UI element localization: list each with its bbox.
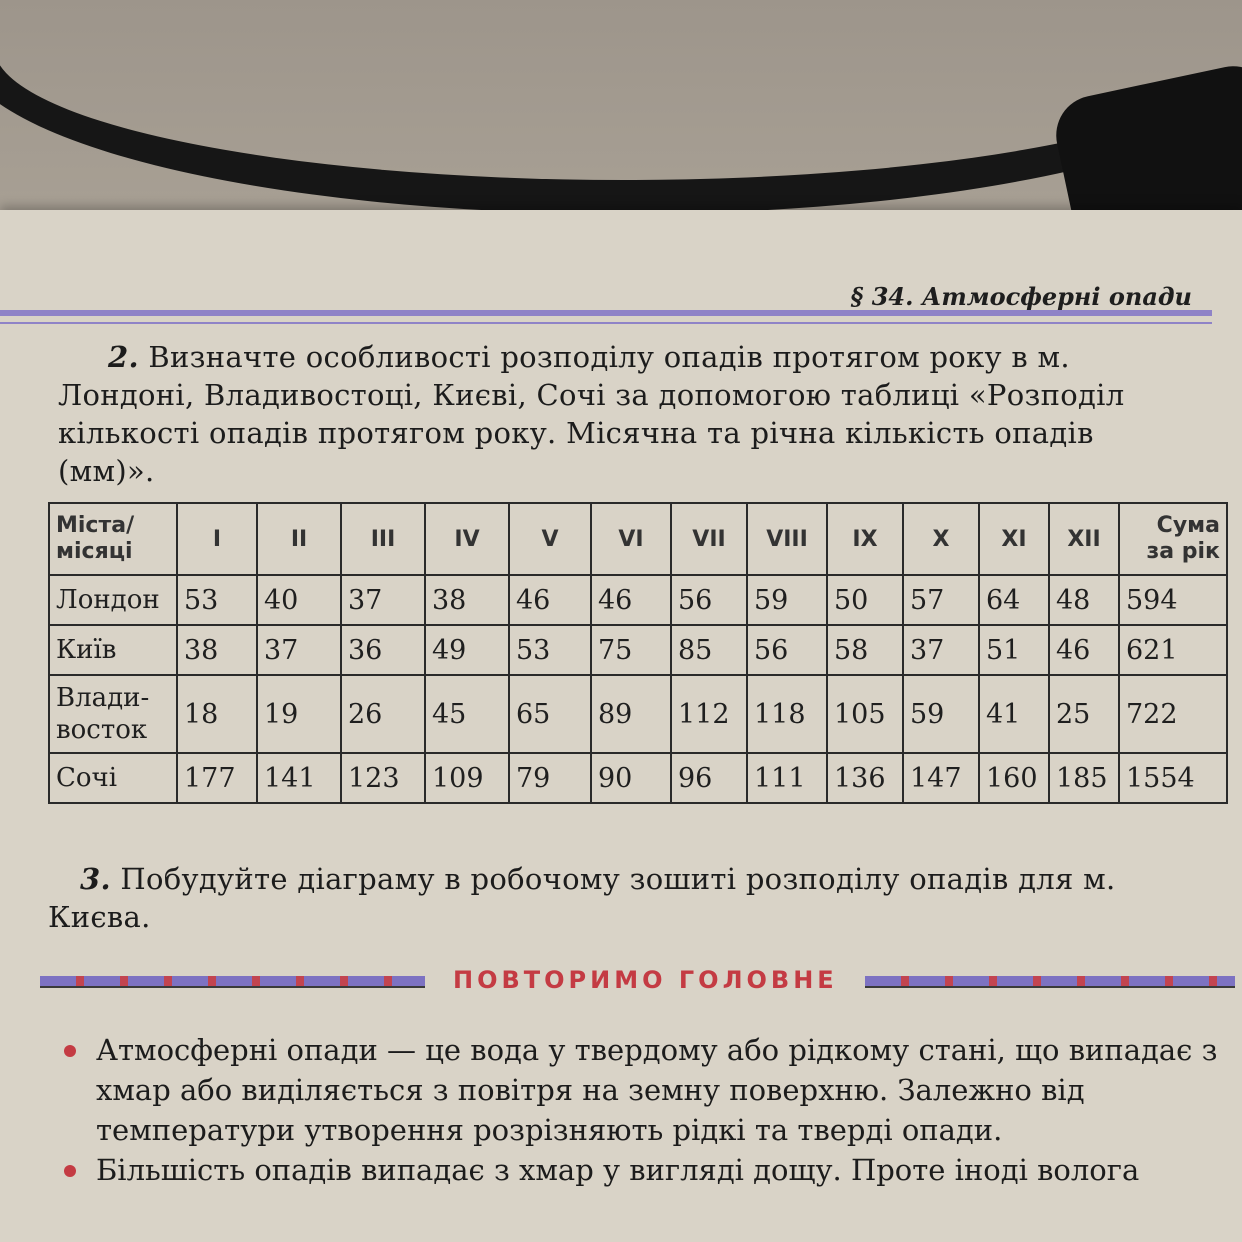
value-cell: 25 xyxy=(1049,675,1119,753)
month-header: VII xyxy=(671,503,747,575)
task-2 xyxy=(58,338,1198,490)
value-cell: 123 xyxy=(341,753,425,803)
value-cell: 53 xyxy=(509,625,591,675)
task-2-number: 2. xyxy=(108,340,139,374)
month-header: XII xyxy=(1049,503,1119,575)
table-header-row xyxy=(49,503,1227,575)
value-cell: 46 xyxy=(1049,625,1119,675)
value-cell: 56 xyxy=(671,575,747,625)
value-cell: 37 xyxy=(257,625,341,675)
list-item-text: Більшість опадів випадає з хмар у вигляді дощу. Проте іноді волога xyxy=(96,1153,1140,1187)
month-header: II xyxy=(257,503,341,575)
month-header: X xyxy=(903,503,979,575)
table-row xyxy=(49,675,1227,753)
value-cell: 57 xyxy=(903,575,979,625)
corner-header: Міста/ місяці xyxy=(49,503,177,575)
value-cell: 46 xyxy=(509,575,591,625)
value-cell: 89 xyxy=(591,675,671,753)
task-3-text: Побудуйте діаграму в робочому зошиті розподілу опадів для м. Києва. xyxy=(48,862,1116,934)
list-item xyxy=(60,1030,1235,1150)
table-row xyxy=(49,753,1227,803)
month-header: III xyxy=(341,503,425,575)
value-cell: 36 xyxy=(341,625,425,675)
task-3-number: 3. xyxy=(80,862,111,896)
month-header: I xyxy=(177,503,257,575)
month-header: V xyxy=(509,503,591,575)
sum-cell: 594 xyxy=(1119,575,1227,625)
list-item xyxy=(60,1150,1235,1190)
value-cell: 90 xyxy=(591,753,671,803)
decorative-band xyxy=(40,976,425,988)
decorative-band xyxy=(865,976,1235,988)
sum-cell: 722 xyxy=(1119,675,1227,753)
value-cell: 96 xyxy=(671,753,747,803)
value-cell: 40 xyxy=(257,575,341,625)
month-header: VIII xyxy=(747,503,827,575)
sum-header: Сума за рік xyxy=(1119,503,1227,575)
value-cell: 64 xyxy=(979,575,1049,625)
value-cell: 56 xyxy=(747,625,827,675)
value-cell: 49 xyxy=(425,625,509,675)
section-title: § 34. Атмосферні опади xyxy=(850,282,1192,311)
value-cell: 85 xyxy=(671,625,747,675)
value-cell: 79 xyxy=(509,753,591,803)
value-cell: 59 xyxy=(903,675,979,753)
value-cell: 19 xyxy=(257,675,341,753)
value-cell: 109 xyxy=(425,753,509,803)
value-cell: 37 xyxy=(341,575,425,625)
bullet-icon xyxy=(64,1045,76,1057)
value-cell: 147 xyxy=(903,753,979,803)
review-title: ПОВТОРИМО ГОЛОВНЕ xyxy=(453,966,838,994)
sum-cell: 621 xyxy=(1119,625,1227,675)
value-cell: 46 xyxy=(591,575,671,625)
value-cell: 65 xyxy=(509,675,591,753)
value-cell: 59 xyxy=(747,575,827,625)
header-rule-thin xyxy=(0,322,1212,324)
value-cell: 177 xyxy=(177,753,257,803)
bullet-icon xyxy=(64,1165,76,1177)
precipitation-table xyxy=(48,502,1228,804)
value-cell: 105 xyxy=(827,675,903,753)
table-row xyxy=(49,625,1227,675)
value-cell: 136 xyxy=(827,753,903,803)
value-cell: 37 xyxy=(903,625,979,675)
value-cell: 141 xyxy=(257,753,341,803)
textbook-page xyxy=(0,210,1242,1242)
value-cell: 18 xyxy=(177,675,257,753)
value-cell: 112 xyxy=(671,675,747,753)
value-cell: 45 xyxy=(425,675,509,753)
value-cell: 38 xyxy=(177,625,257,675)
city-cell: Київ xyxy=(49,625,177,675)
month-header: XI xyxy=(979,503,1049,575)
value-cell: 48 xyxy=(1049,575,1119,625)
task-2-text: Визначте особливості розподілу опадів протягом року в м. Лондоні, Владивостоці, Києві, Сочі за допомогою таблиці «Розподіл кількості опадів протягом року. Місячна та річна кількість опадів (мм)». xyxy=(58,340,1125,488)
table-row xyxy=(49,575,1227,625)
month-header: IX xyxy=(827,503,903,575)
value-cell: 51 xyxy=(979,625,1049,675)
value-cell: 160 xyxy=(979,753,1049,803)
city-cell: Лондон xyxy=(49,575,177,625)
month-header: IV xyxy=(425,503,509,575)
review-heading xyxy=(40,966,1235,994)
month-header: VI xyxy=(591,503,671,575)
sum-cell: 1554 xyxy=(1119,753,1227,803)
value-cell: 111 xyxy=(747,753,827,803)
value-cell: 41 xyxy=(979,675,1049,753)
value-cell: 75 xyxy=(591,625,671,675)
value-cell: 118 xyxy=(747,675,827,753)
city-cell: Сочі xyxy=(49,753,177,803)
task-3 xyxy=(48,860,1213,936)
value-cell: 38 xyxy=(425,575,509,625)
value-cell: 58 xyxy=(827,625,903,675)
value-cell: 50 xyxy=(827,575,903,625)
list-item-text: Атмосферні опади — це вода у твердому або рідкому стані, що випадає з хмар або виділяється з повітря на земну поверхню. Залежно від температури утворення розрізняють рідкі та тверді опади. xyxy=(96,1033,1218,1147)
value-cell: 53 xyxy=(177,575,257,625)
value-cell: 26 xyxy=(341,675,425,753)
summary-list xyxy=(60,1030,1235,1190)
city-cell: Влади-восток xyxy=(49,675,177,753)
value-cell: 185 xyxy=(1049,753,1119,803)
